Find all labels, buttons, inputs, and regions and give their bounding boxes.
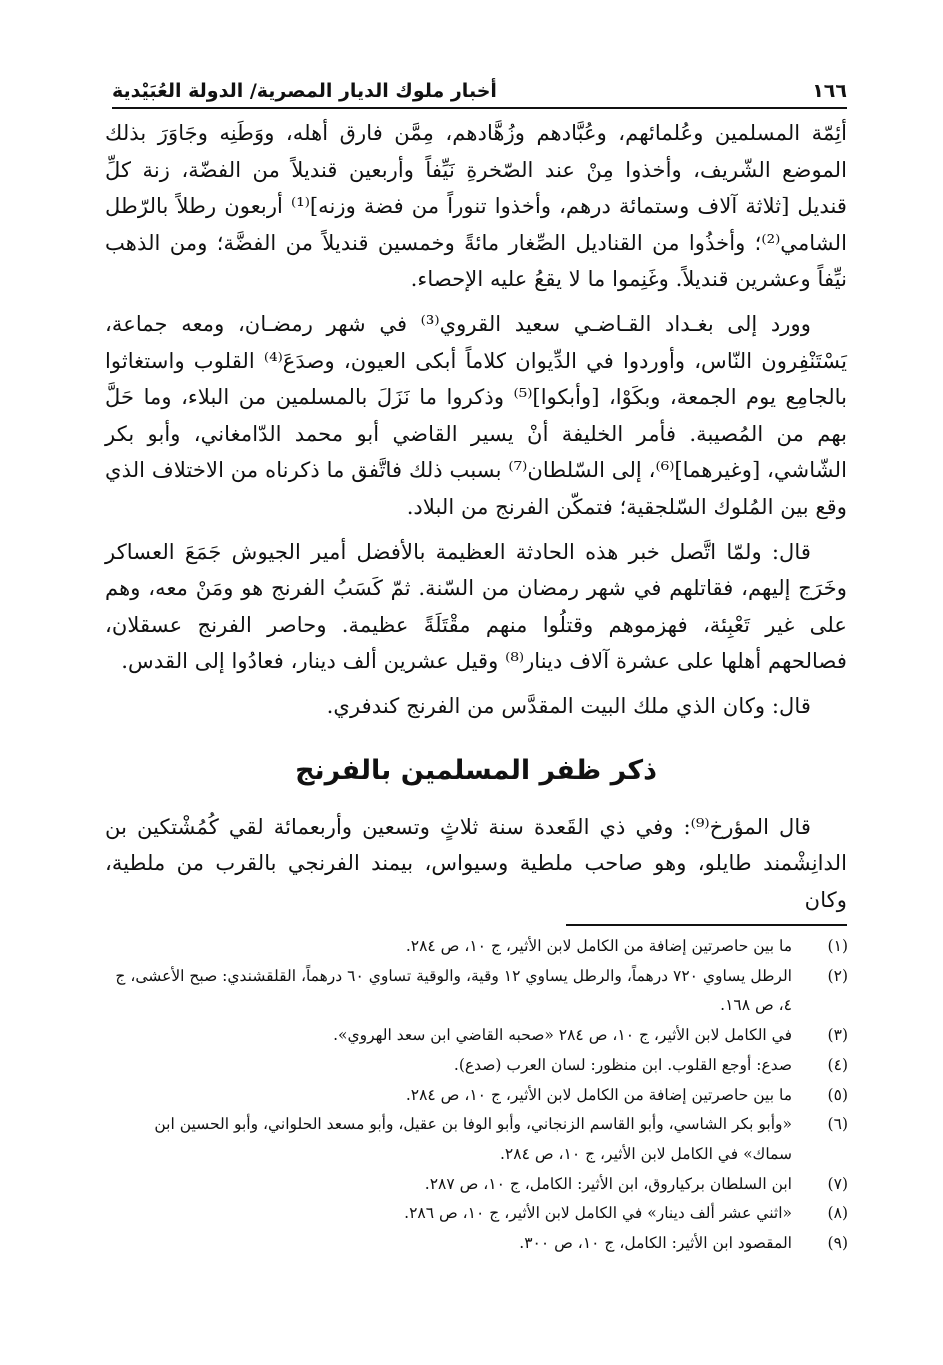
footnote-text: «اثني عشر ألف دينار» في الكامل لابن الأثير، ج ١٠، ص ٢٨٦. (404, 1204, 792, 1223)
footnote (108, 962, 848, 1021)
footnote (108, 1199, 848, 1229)
page-number: ١٦٦ (812, 80, 847, 102)
header-rule (112, 107, 847, 109)
footnote (108, 1229, 848, 1259)
footnote-number: (٧) (827, 1174, 848, 1193)
paragraph: أئِمّة المسلمين وعُلمائهم، وعُبَّادهم وزُهَّادهم، مِمَّن فارق أهله، ووَطَنِه وجَاوَرَ بذلك الموضع الشّريف، وأخذوا مِنْ عند الصّخرةِ نَيِّفاً وأربعين قنديلاً من الفضّة، زنة كلِّ قنديل [ثلاثة آلاف وستمائة درهم، وأخذوا تنوراً من فضة وزنه]⁽¹⁾ أربعون رطلاً بالرّطل الشامي⁽²⁾؛ وأخذُوا من القناديل الصِّغار مائةً وخمسين قنديلاً من الفضَّة؛ ومن الذهب نيِّفاً وعشرين قنديلاً. وغَنِموا ما لا يقعُ عليه الإحصاء. (105, 120, 847, 292)
footnotes (108, 932, 848, 1259)
footnote-number: (١) (827, 937, 848, 955)
footnote (108, 1081, 848, 1111)
footnote-number: (٨) (827, 1204, 848, 1223)
footnote-number: (٢) (827, 966, 848, 985)
paragraph: قال المؤرخ⁽⁹⁾: وفي ذي القَعدة سنة ثلاثٍ وتسعين وأربعمائة لقي كُمُشْتكين بن الدانِشْمند طايلو، وهو صاحب ملطية وسيواس، بيمند الفرنجي بالقرب من ملطية، وكان (105, 813, 847, 912)
running-title: أخبار ملوك الديار المصرية/ الدولة العُبَيْدية (112, 80, 497, 102)
paragraph: وورد إلى بغـداد القـاضـي سعيد القروي⁽³⁾ في شهر رمضـان، ومعه جماعة، يَسْتَنْفِرون النّاس، وأوردوا في الدِّيوان كلاماً أبكى العيون، وصدَعَ⁽⁴⁾ القلوب واستغاثوا بالجامِع يوم الجمعة، وبكَوْا، [وأبكوا]⁽⁵⁾ وذكروا ما نَزَلَ بالمسلمين من البلاء، وما حَلَّ بهم من المُصيبة. فأمر الخليفة أنْ يسير القاضي أبو محمد الدّامغاني، وأبو بكر الشّاشي، [وغيرهما]⁽⁶⁾، إلى السّلطان⁽⁷⁾ بسبب ذلك فاتَّفق ما ذكرناه من الاختلاف الذي وقع بين المُلوك السّلجقية؛ فتمكّن الفرنج من البلاد. (105, 310, 848, 519)
footnote-text: في الكامل لابن الأثير، ج ١٠، ص ٢٨٤ «صحبه القاضي ابن سعد الهروي». (333, 1026, 792, 1045)
paragraph: قال: وكان الذي ملك البيت المقدَّس من الفرنج كندفري. (326, 692, 811, 718)
footnote (108, 1051, 848, 1081)
main-text (105, 115, 847, 926)
footnote-number: (٦) (827, 1115, 848, 1134)
footnote-number: (٣) (827, 1026, 848, 1045)
footnote (108, 1170, 848, 1200)
footnote (108, 1110, 848, 1169)
paragraph: قال: ولمّا اتَّصل خبر هذه الحادثة العظيمة بالأفضل أمير الجيوش جَمَعَ العساكر وخَرَج إليهم، فقاتلهم في شهر رمضان من السّنة. ثمّ كَسَبُ الفرنج هو ومَنْ معه، وهم على غير تَعْبِئة، فهزموهم وقتلُوا منهم مقْتَلَةً عظيمة. وحاصر الفرنج عسقلان، فصالحهم أهلها على عشرة آلاف دينار⁽⁸⁾ وقيل عشرين ألف دينار، فعادُوا إلى القدس. (105, 538, 847, 674)
footnote-text: ما بين حاصرتين إضافة من الكامل لابن الأثير، ج ١٠، ص ٢٨٤. (405, 1085, 792, 1104)
footnote-text: الرطل يساوي ٧٢٠ درهماً، والرطل يساوي ١٢ وقية، والوقية تساوي ٦٠ درهماً، القلقشندي: صبح الأعشى، ج ٤، ص ١٦٨. (115, 966, 792, 1015)
footnote (108, 1021, 848, 1051)
footnote-text: «وأبو بكر الشاسي، وأبو القاسم الزنجاني، وأبو الوفا بن عقيل، وأبو مسعد الحلواني، وأبو الحسين ابن سماك» في الكامل لابن الأثير، ج ١٠، ص ٢٨٤. (154, 1115, 792, 1163)
footnote (108, 932, 848, 962)
footnote-number: (٩) (827, 1234, 848, 1253)
footnote-text: ما بين حاصرتين إضافة من الكامل لابن الأثير، ج ١٠، ص ٢٨٤. (405, 937, 792, 955)
footnote-text: المقصود ابن الأثير: الكامل، ج ١٠، ص ٣٠٠. (519, 1234, 792, 1253)
footnote-rule (566, 924, 847, 926)
section-heading: ذكر ظفر المسلمين بالفرنج (295, 754, 657, 786)
footnote-text: ابن السلطان بركياروق، ابن الأثير: الكامل، ج ١٠، ص ٢٨٧. (424, 1174, 792, 1193)
footnote-number: (٥) (827, 1085, 848, 1104)
running-header (112, 62, 847, 102)
footnote-text: صدع: أوجع القلوب. ابن منظور: لسان العرب (صدع). (453, 1055, 792, 1074)
footnote-number: (٤) (827, 1055, 848, 1074)
